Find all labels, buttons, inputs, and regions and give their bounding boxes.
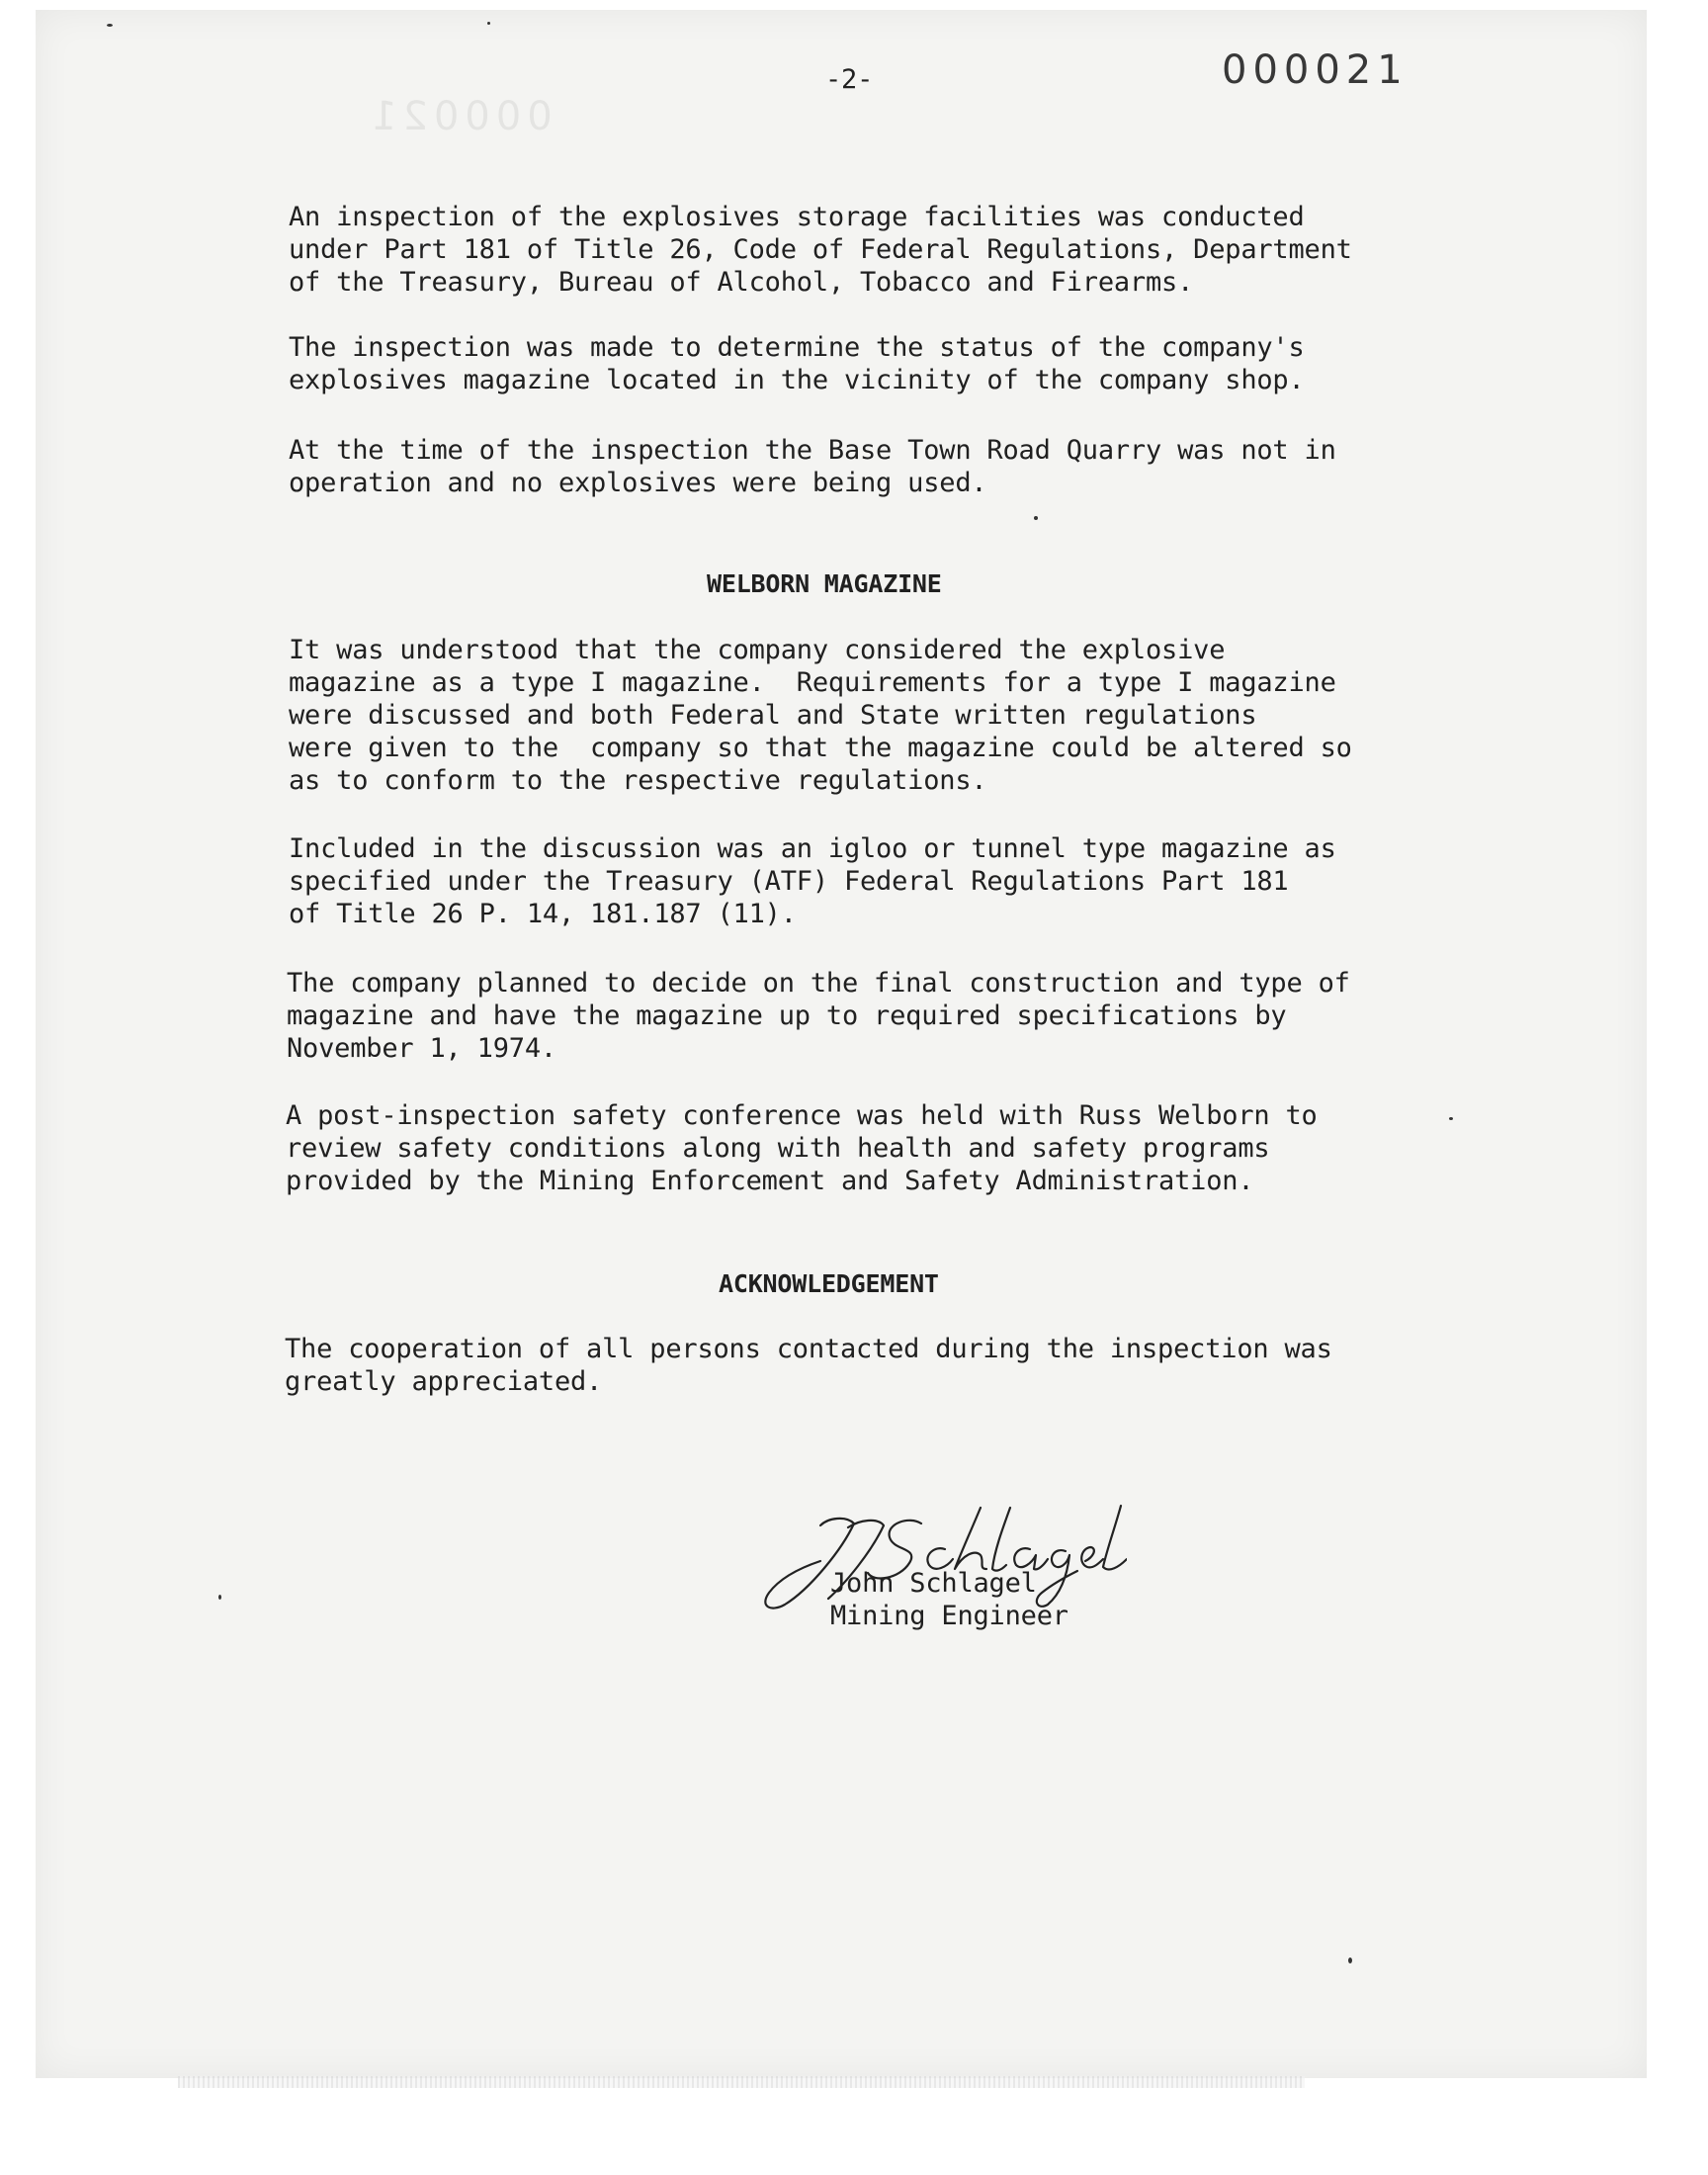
scan-edge bbox=[178, 2076, 1305, 2088]
scan-speck bbox=[1449, 1117, 1453, 1120]
scan-speck bbox=[107, 24, 113, 27]
scan-speck bbox=[218, 1595, 221, 1600]
intro-paragraph-1: An inspection of the explosives storage facilities was conducted under Part 181 of Title 26, Code of Federal Regulations, Department of the Treasury, Bureau of Alcohol, Tobacco and Firearms. bbox=[289, 202, 1352, 298]
signatory-title: Mining Engineer bbox=[830, 1601, 1068, 1631]
scan-speck bbox=[487, 22, 490, 25]
document-id: 000021 bbox=[1222, 47, 1409, 93]
intro-paragraph-3: At the time of the inspection the Base Town Road Quarry was not in operation and no explosives were being used. bbox=[289, 435, 1336, 498]
bleed-through-mark: 000021 bbox=[366, 94, 553, 139]
section1-paragraph-2: Included in the discussion was an igloo or tunnel type magazine as specified under the Treasury (ATF) Federal Regulations Part 181 of Title 26 P. 14, 181.187 (11). bbox=[289, 833, 1336, 929]
scan-speck bbox=[1348, 1958, 1352, 1963]
section-heading-welborn-magazine: WELBORN MAGAZINE bbox=[707, 569, 942, 598]
acknowledgement-paragraph: The cooperation of all persons contacted during the inspection was greatly appreciated. bbox=[285, 1334, 1332, 1397]
signatory-name: John Schlagel bbox=[830, 1568, 1037, 1599]
section1-paragraph-3: The company planned to decide on the final construction and type of magazine and have the magazine up to required specifications by November 1, 1974. bbox=[287, 968, 1350, 1064]
section-heading-acknowledgement: ACKNOWLEDGEMENT bbox=[719, 1269, 939, 1298]
scan-speck bbox=[1034, 516, 1038, 520]
section1-paragraph-4: A post-inspection safety conference was held with Russ Welborn to review safety conditions along with health and safety programs provided by the Mining Enforcement and Safety Administration. bbox=[286, 1100, 1318, 1196]
section1-paragraph-1: It was understood that the company considered the explosive magazine as a type I magazine. Requirements for a type I magazine were discussed and both Federal and State written regulations were given to the company so that the magazine could be altered so as to conform to the respective regulations. bbox=[289, 635, 1352, 796]
page-number: -2- bbox=[825, 64, 874, 95]
intro-paragraph-2: The inspection was made to determine the status of the company's explosives magazine located in the vicinity of the company shop. bbox=[289, 332, 1305, 395]
